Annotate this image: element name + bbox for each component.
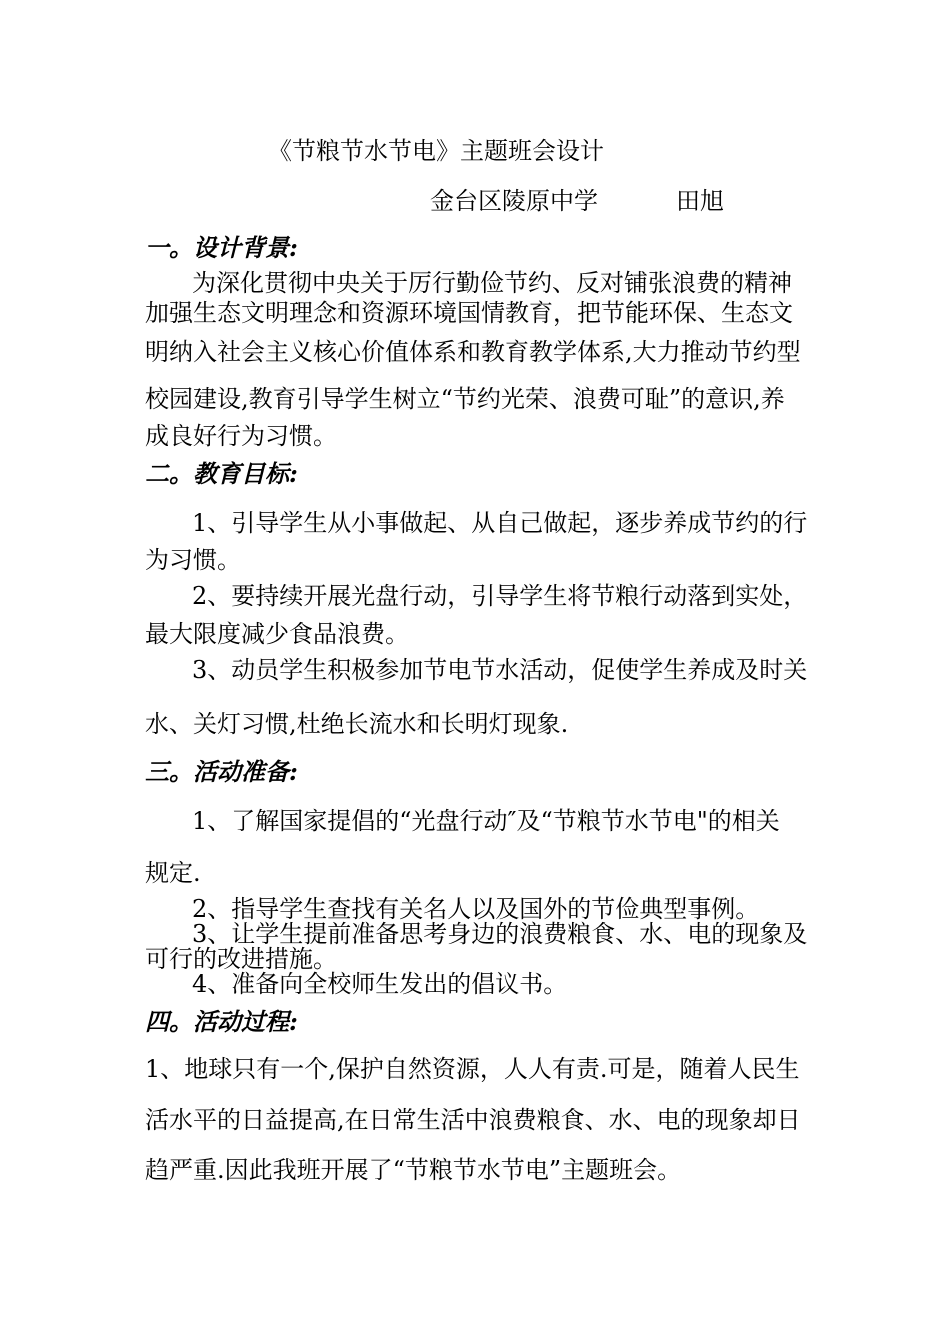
paragraph-line: 可行的改进措施。 <box>145 945 337 973</box>
school-name: 金台区陵原中学 <box>430 187 598 215</box>
paragraph-line: 2、指导学生查找有关名人以及国外的节俭典型事例。 <box>192 895 760 923</box>
paragraph-line: 明纳入社会主义核心价值体系和教育教学体系,大力推动节约型 <box>145 338 801 366</box>
author-name: 田旭 <box>676 187 724 215</box>
section-heading-goals: 二。教育目标: <box>145 459 298 488</box>
section-heading-process: 四。活动过程: <box>145 1007 298 1036</box>
paragraph-line: 水、关灯习惯,杜绝长流水和长明灯现象. <box>145 710 569 738</box>
paragraph-line: 活水平的日益提高,在日常生活中浪费粮食、水、电的现象却日 <box>145 1106 801 1134</box>
author-line <box>430 186 724 216</box>
paragraph-line: 校园建设,教育引导学生树立“节约光荣、浪费可耻”的意识,养 <box>145 385 785 413</box>
paragraph-line: 2、要持续开展光盘行动，引导学生将节粮行动落到实处， <box>192 582 808 610</box>
paragraph-line: 3、让学生提前准备思考身边的浪费粮食、水、电的现象及 <box>192 920 808 948</box>
paragraph-line: 趋严重.因此我班开展了“节粮节水节电”主题班会。 <box>145 1156 682 1184</box>
paragraph-line: 为深化贯彻中央关于厉行勤俭节约、反对铺张浪费的精神 <box>192 269 792 297</box>
paragraph-line: 规定. <box>145 859 201 887</box>
paragraph-line: 为习惯。 <box>145 546 241 574</box>
section-heading-preparation: 三。活动准备: <box>145 757 298 786</box>
paragraph-line: 成良好行为习惯。 <box>145 422 337 450</box>
paragraph-line: 1、了解国家提倡的“光盘行动″及“节粮节水节电"的相关 <box>192 807 780 835</box>
paragraph-line: 4、准备向全校师生发出的倡议书。 <box>192 970 568 998</box>
paragraph-line: 1、地球只有一个,保护自然资源，人人有责.可是，随着人民生 <box>145 1055 800 1083</box>
paragraph-line: 最大限度减少食品浪费。 <box>145 620 409 648</box>
section-heading-background: 一。设计背景: <box>145 233 298 262</box>
paragraph-line: 加强生态文明理念和资源环境国情教育，把节能环保、生态文 <box>145 299 793 327</box>
paragraph-line: 1、引导学生从小事做起、从自己做起，逐步养成节约的行 <box>192 509 808 537</box>
page-title: 《节粮节水节电》主题班会设计 <box>268 137 604 165</box>
paragraph-line: 3、动员学生积极参加节电节水活动，促使学生养成及时关 <box>192 656 808 684</box>
